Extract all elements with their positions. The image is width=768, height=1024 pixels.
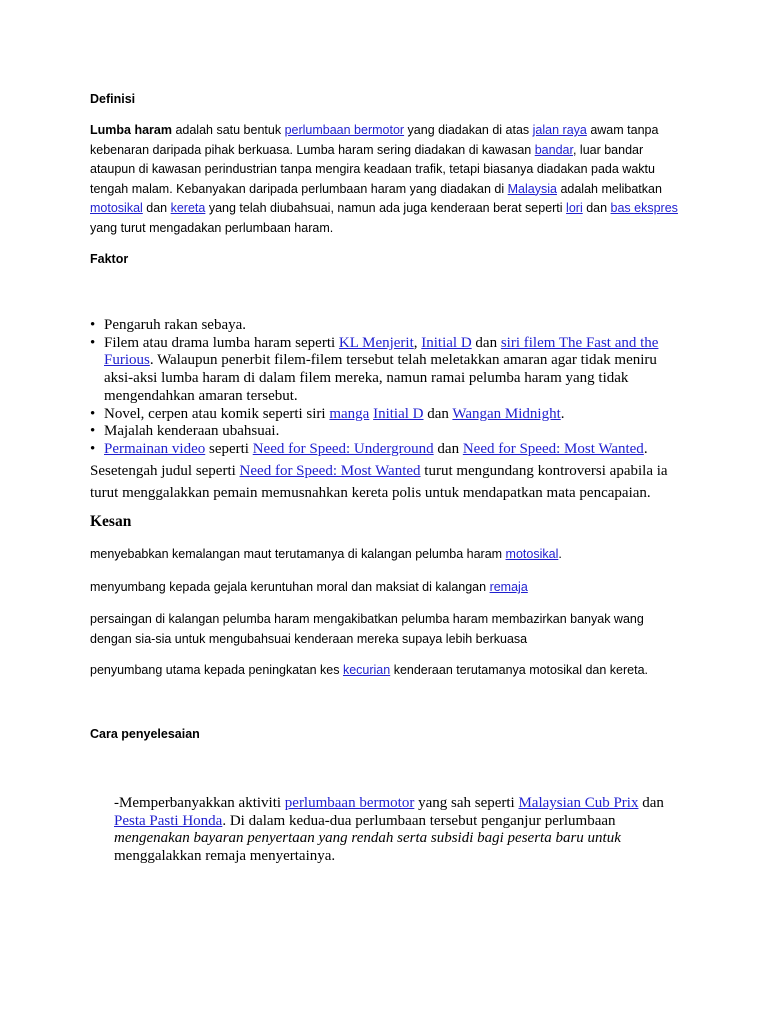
italic-line: mengenakan bayaran penyertaan yang rendah serta subsidi bagi peserta baru untuk	[114, 830, 621, 847]
link-malaysia[interactable]: Malaysia	[507, 181, 557, 196]
link-permainan-video[interactable]: Permainan video	[104, 440, 206, 457]
kesan-item-1: menyebabkan kemalangan maut terutamanya di kalangan pelumba haram motosikal.	[90, 547, 562, 561]
link-kecurian[interactable]: kecurian	[342, 663, 391, 677]
paragraph-definisi: Lumba haram adalah satu bentuk perlumbaan bermotor yang diadakan di atas jalan raya awam tanpa kebenaran daripada pihak berkuasa. Lumba haram sering diadakan di kawasan bandar, luar bandar ataupun di kawasan perindustrian tanpa mengira keadaan trafik, tetapi biasanya diadakan pada waktu tengah malam. Kebanyakan daripada perlumbaan haram yang diadakan di Malaysia adalah melibatkan motosikal dan kereta yang telah diubahsuai, namun ada juga kenderaan berat seperti lori dan bas ekspres yang turut mengadakan perlumbaan haram.	[90, 123, 678, 235]
list-item: • Majalah kenderaan ubahsuai.	[90, 423, 680, 441]
link-initial-d-2[interactable]: Initial D	[373, 405, 424, 422]
kesan-item-3: persaingan di kalangan pelumba haram mengakibatkan pelumba haram membazirkan banyak wang dengan sia-sia untuk mengubahsuai kenderaan mereka supaya lebih berkuasa	[90, 612, 644, 646]
link-pesta-pasti-honda[interactable]: Pesta Pasti Honda	[114, 812, 223, 829]
paragraph-cara-penyelesaian: -Memperbanyakkan aktiviti perlumbaan bermotor yang sah seperti Malaysian Cub Prix dan Pesta Pasti Honda. Di dalam kedua-dua perlumbaan tersebut penganjur perlumbaan mengenakan bayaran penyertaan yang rendah serta subsidi bagi peserta baru untuk menggalakkan remaja menyertainya.	[114, 795, 674, 866]
link-wangan-midnight[interactable]: Wangan Midnight	[452, 405, 561, 422]
link-nfs-underground[interactable]: Need for Speed: Underground	[252, 440, 434, 457]
link-nfs-most-wanted[interactable]: Need for Speed: Most Wanted	[462, 440, 644, 457]
link-lori[interactable]: lori	[566, 201, 583, 215]
link-remaja[interactable]: remaja	[489, 580, 528, 594]
heading-cara-penyelesaian: Cara penyelesaian	[90, 727, 200, 741]
link-kereta[interactable]: kereta	[170, 201, 206, 215]
list-item: • Filem atau drama lumba haram seperti KL Menjerit, Initial D dan siri filem The Fast and the Furious. Walaupun penerbit filem-filem tersebut telah meletakkan amaran agar tidak meniru aksi-aksi lumba haram di dalam filem mereka, namun ramai pelumba haram yang tidak mengendahkan amaran tersebut.	[90, 335, 680, 406]
kesan-item-2: menyumbang kepada gejala keruntuhan moral dan maksiat di kalangan remaja	[90, 580, 528, 594]
list-item: • Novel, cerpen atau komik seperti siri manga Initial D dan Wangan Midnight.	[90, 406, 680, 424]
heading-faktor: Faktor	[90, 252, 129, 266]
link-malaysian-cub-prix[interactable]: Malaysian Cub Prix	[518, 795, 639, 811]
link-nfs-most-wanted-2[interactable]: Need for Speed: Most Wanted	[239, 463, 421, 479]
paragraph-sesetengah: Sesetengah judul seperti Need for Speed: Most Wanted turut mengundang kontroversi apabila ia turut menggalakkan pemain memusnahkan kereta polis untuk mendapatkan mata pencapaian.	[90, 463, 668, 501]
link-motosikal[interactable]: motosikal	[90, 201, 143, 215]
list-item: • Permainan video seperti Need for Speed: Underground dan Need for Speed: Most Wanted.	[90, 441, 680, 459]
link-bas-ekspres[interactable]: bas ekspres	[610, 201, 678, 215]
faktor-list	[90, 317, 680, 459]
link-perlumbaan-bermotor-2[interactable]: perlumbaan bermotor	[284, 795, 415, 811]
link-manga[interactable]: manga	[329, 405, 370, 422]
list-item: • Pengaruh rakan sebaya.	[90, 317, 680, 335]
closing-line: menggalakkan remaja menyertainya.	[114, 848, 336, 865]
heading-kesan: Kesan	[90, 513, 132, 530]
link-bandar[interactable]: bandar	[534, 142, 573, 157]
link-initial-d[interactable]: Initial D	[421, 334, 472, 351]
heading-definisi: Definisi	[90, 92, 136, 106]
link-kl-menjerit[interactable]: KL Menjerit	[338, 334, 414, 351]
link-fast-and-furious[interactable]: siri filem The Fast and the Furious	[104, 334, 659, 369]
kesan-item-4: penyumbang utama kepada peningkatan kes kecurian kenderaan terutamanya motosikal dan kereta.	[90, 663, 649, 677]
link-jalan-raya[interactable]: jalan raya	[532, 123, 587, 137]
link-motosikal-2[interactable]: motosikal	[505, 547, 559, 561]
term-lumba-haram: Lumba haram	[90, 123, 172, 137]
link-perlumbaan-bermotor[interactable]: perlumbaan bermotor	[284, 123, 405, 137]
